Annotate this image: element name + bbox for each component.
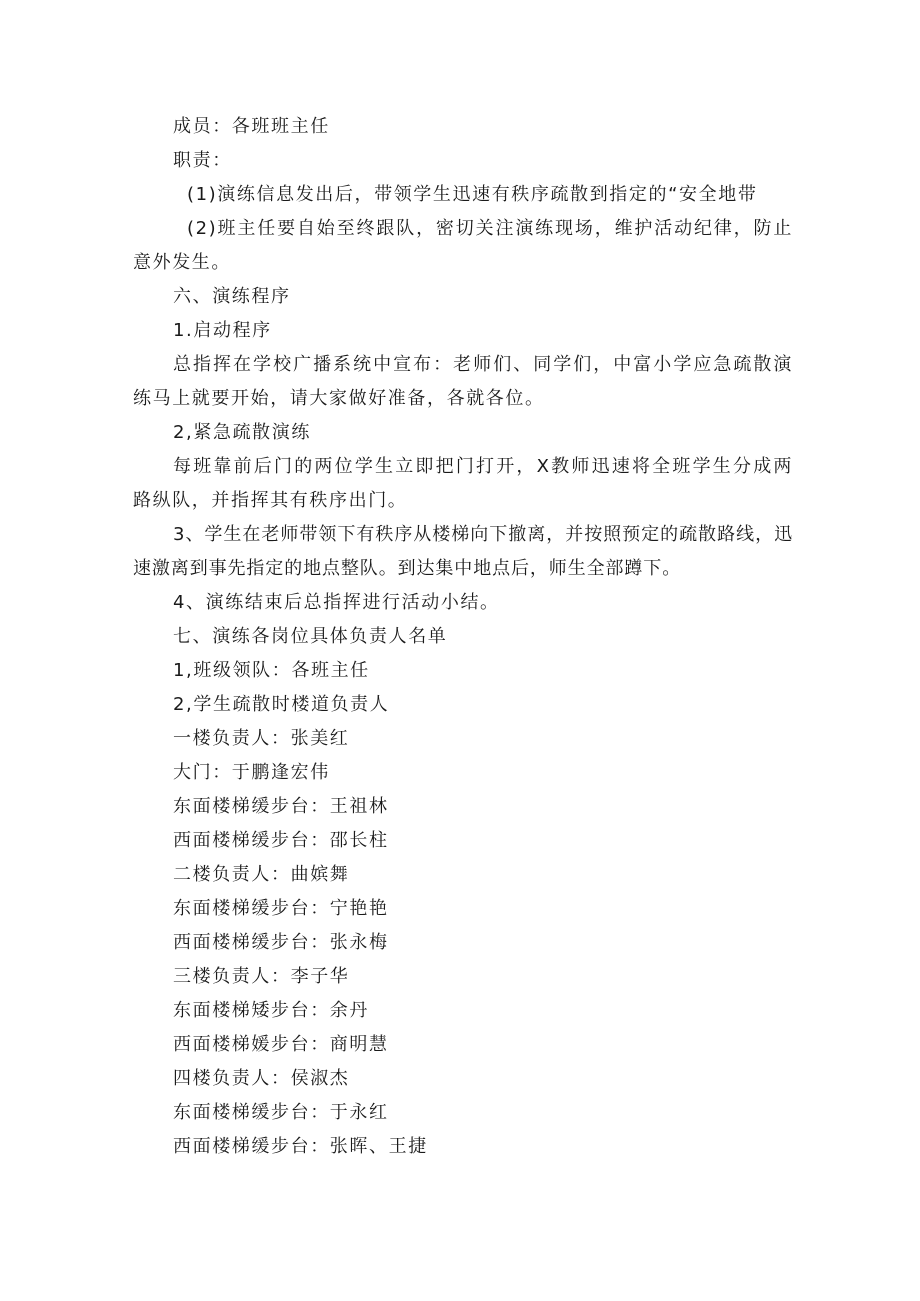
text-line: 4、演练结束后总指挥进行活动小结。 xyxy=(173,592,500,613)
text-line: (1)演练信息发出后，带领学生迅速有秩序疏散到指定的“安全地带 xyxy=(187,184,758,205)
document-body xyxy=(133,110,793,1164)
list-item: 西面楼梯缓步台：张晖、王捷 xyxy=(173,1136,428,1157)
paragraph: (2)班主任要自始至终跟队，密切关注演练现场，维护活动纪律，防止意外发生。 xyxy=(133,218,793,273)
list-item: 一楼负责人：张美红 xyxy=(173,728,350,749)
text-line: 2,学生疏散时楼道负责人 xyxy=(173,694,390,715)
subheading: 2,紧急疏散演练 xyxy=(173,422,311,443)
list-item: 三楼负责人：李子华 xyxy=(173,966,350,987)
list-item: 西面楼梯缓步台：张永梅 xyxy=(173,932,389,953)
list-item: 东面楼梯矮步台：余丹 xyxy=(173,1000,369,1021)
text-line: 1,班级领队：各班主任 xyxy=(173,660,370,681)
subheading: 1.启动程序 xyxy=(173,320,272,341)
list-item: 西面楼梯缓步台：邵长柱 xyxy=(173,830,389,851)
list-item: 西面楼梯媛步台：商明慧 xyxy=(173,1034,389,1055)
paragraph: 每班靠前后门的两位学生立即把门打开，X教师迅速将全班学生分成两路纵队，并指挥其有秩序出门。 xyxy=(133,456,793,511)
list-item: 东面楼梯缓步台：王祖林 xyxy=(173,796,389,817)
text-line: 成员：各班班主任 xyxy=(173,116,330,137)
list-item: 二楼负责人：曲嫔舞 xyxy=(173,864,350,885)
list-item: 东面楼梯缓步台：宁艳艳 xyxy=(173,898,389,919)
text-line: 职责： xyxy=(173,150,232,171)
list-item: 四楼负责人：侯淑杰 xyxy=(173,1068,350,1089)
list-item: 东面楼梯缓步台：于永红 xyxy=(173,1102,389,1123)
section-heading: 七、演练各岗位具体负责人名单 xyxy=(173,626,448,647)
list-item: 大门：于鹏逢宏伟 xyxy=(173,762,330,783)
section-heading: 六、演练程序 xyxy=(173,286,291,307)
paragraph: 3、学生在老师带领下有秩序从楼梯向下撤离，并按照预定的疏散路线，迅速激离到事先指定的地点整队。到达集中地点后，师生全部蹲下。 xyxy=(133,524,793,579)
paragraph: 总指挥在学校广播系统中宣布：老师们、同学们，中富小学应急疏散演练马上就要开始，请大家做好准备，各就各位。 xyxy=(133,354,793,409)
